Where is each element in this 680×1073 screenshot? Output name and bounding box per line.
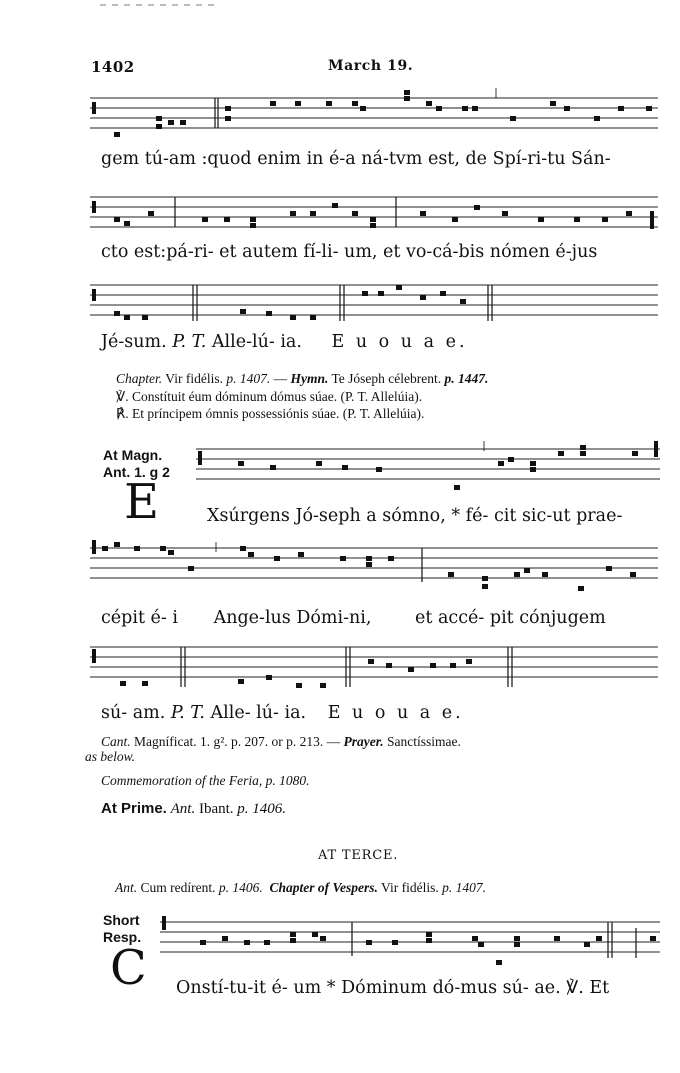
magn-initial: E bbox=[124, 474, 160, 530]
chant-staff-4 bbox=[196, 441, 660, 496]
chant-staff-2 bbox=[90, 195, 658, 245]
terce-chapter-page: p. 1407. bbox=[442, 880, 486, 895]
lyric-et-accepit: et accé- pit cónjugem bbox=[415, 608, 606, 628]
chapter-line bbox=[116, 371, 488, 387]
response-line: ℟. Et príncipem ómnis possessiónis súae. (P. T. Allelúia). bbox=[116, 406, 425, 421]
lyric-line-1: gem tú-am :quod enim in é-a ná-tvm est, de Spí-ri-tu Sán- bbox=[101, 149, 611, 169]
resp-label-short: Short bbox=[103, 912, 140, 928]
resp-label-resp: Resp. bbox=[103, 929, 142, 945]
prayer-text: Sanctíssimae. bbox=[387, 734, 461, 749]
page-number: 1402 bbox=[91, 58, 135, 76]
running-head: March 19. bbox=[328, 58, 414, 74]
magn-lyric-1: Xsúrgens Jó-seph a sómno, * fé- cit sic-ut prae- bbox=[207, 506, 623, 526]
commemoration: Commemoration of the Feria, p. 1080. bbox=[101, 773, 310, 788]
terce-ant-text: Cum redírent. bbox=[140, 880, 216, 895]
magn-lyric-3 bbox=[101, 703, 464, 723]
lyric-line-3 bbox=[101, 332, 468, 352]
prime-line bbox=[101, 800, 286, 818]
lyric-line-2: cto est:pá-ri- et autem fí-li- um, et vo-cá-bis nómen é-jus bbox=[101, 242, 598, 262]
hymn-text: Te Jóseph célebrent. bbox=[331, 371, 442, 386]
magn-label: At Magn. bbox=[103, 447, 163, 463]
prime-ant: Ant. bbox=[170, 801, 196, 817]
chapter-text: Vir fidélis. bbox=[165, 371, 223, 386]
lyric-angelus: Ange-lus Dómi-ni, bbox=[213, 608, 372, 628]
terce-chapter: Chapter of Vespers. bbox=[269, 880, 378, 895]
hymn-label: Hymn. bbox=[290, 371, 329, 386]
lyric-cepit: cépit é- i bbox=[101, 608, 178, 628]
magn-lyric-2 bbox=[101, 608, 606, 628]
lyric-euouae: E u o u a e. bbox=[331, 332, 468, 352]
chapter-label: Chapter. bbox=[116, 371, 163, 386]
versicle-line: ℣. Constítuit éum dóminum dómus súae. (P. T. Allelúia). bbox=[116, 389, 423, 404]
prime-label: At Prime. bbox=[101, 800, 167, 817]
hymn-page: p. 1447. bbox=[444, 371, 489, 386]
terce-ant-page: p. 1406. bbox=[218, 880, 263, 895]
lyric-pt-2: P. T. bbox=[170, 703, 205, 723]
resp-lyric-1: Onstí-tu-it é- um * Dóminum dó-mus sú- ae. ℣. Et bbox=[176, 978, 610, 998]
chant-staff-1 bbox=[90, 88, 658, 138]
chant-staff-3 bbox=[90, 281, 658, 326]
chant-staff-6 bbox=[90, 643, 658, 693]
lyric-alleluia: Alle-lú- ia. bbox=[211, 332, 302, 352]
cant-text: Magníficat. 1. g². p. 207. or p. 213. — bbox=[134, 734, 341, 749]
lyric-jesum: Jé-sum. bbox=[101, 332, 167, 352]
prime-page: p. 1406. bbox=[237, 801, 287, 817]
resp-initial: C bbox=[110, 940, 147, 996]
as-below: as below. bbox=[85, 749, 135, 764]
lyric-suam: sú- am. bbox=[101, 703, 166, 723]
cant-label: Cant. bbox=[101, 734, 131, 749]
terce-ant: Ant. bbox=[115, 880, 138, 895]
top-edge-marks bbox=[100, 4, 220, 6]
chapter-page: p. 1407. bbox=[226, 371, 271, 386]
prayer-label: Prayer. bbox=[343, 734, 384, 749]
prime-text: Ibant. bbox=[198, 801, 234, 817]
lyric-alleluia-2: Alle- lú- ia. bbox=[210, 703, 307, 723]
chant-staff-7 bbox=[160, 908, 660, 968]
lyric-euouae-2: E u o u a e. bbox=[327, 703, 464, 723]
chapter-dash: — bbox=[273, 371, 288, 386]
terce-heading: AT TERCE. bbox=[318, 848, 399, 863]
lyric-pt: P. T. bbox=[172, 332, 207, 352]
cant-line bbox=[101, 734, 461, 750]
terce-chapter-text: Vir fidélis. bbox=[381, 880, 439, 895]
terce-ant-line bbox=[115, 880, 486, 896]
magn-ant-label: Ant. 1. g 2 bbox=[103, 464, 170, 480]
chant-staff-5 bbox=[90, 538, 658, 598]
